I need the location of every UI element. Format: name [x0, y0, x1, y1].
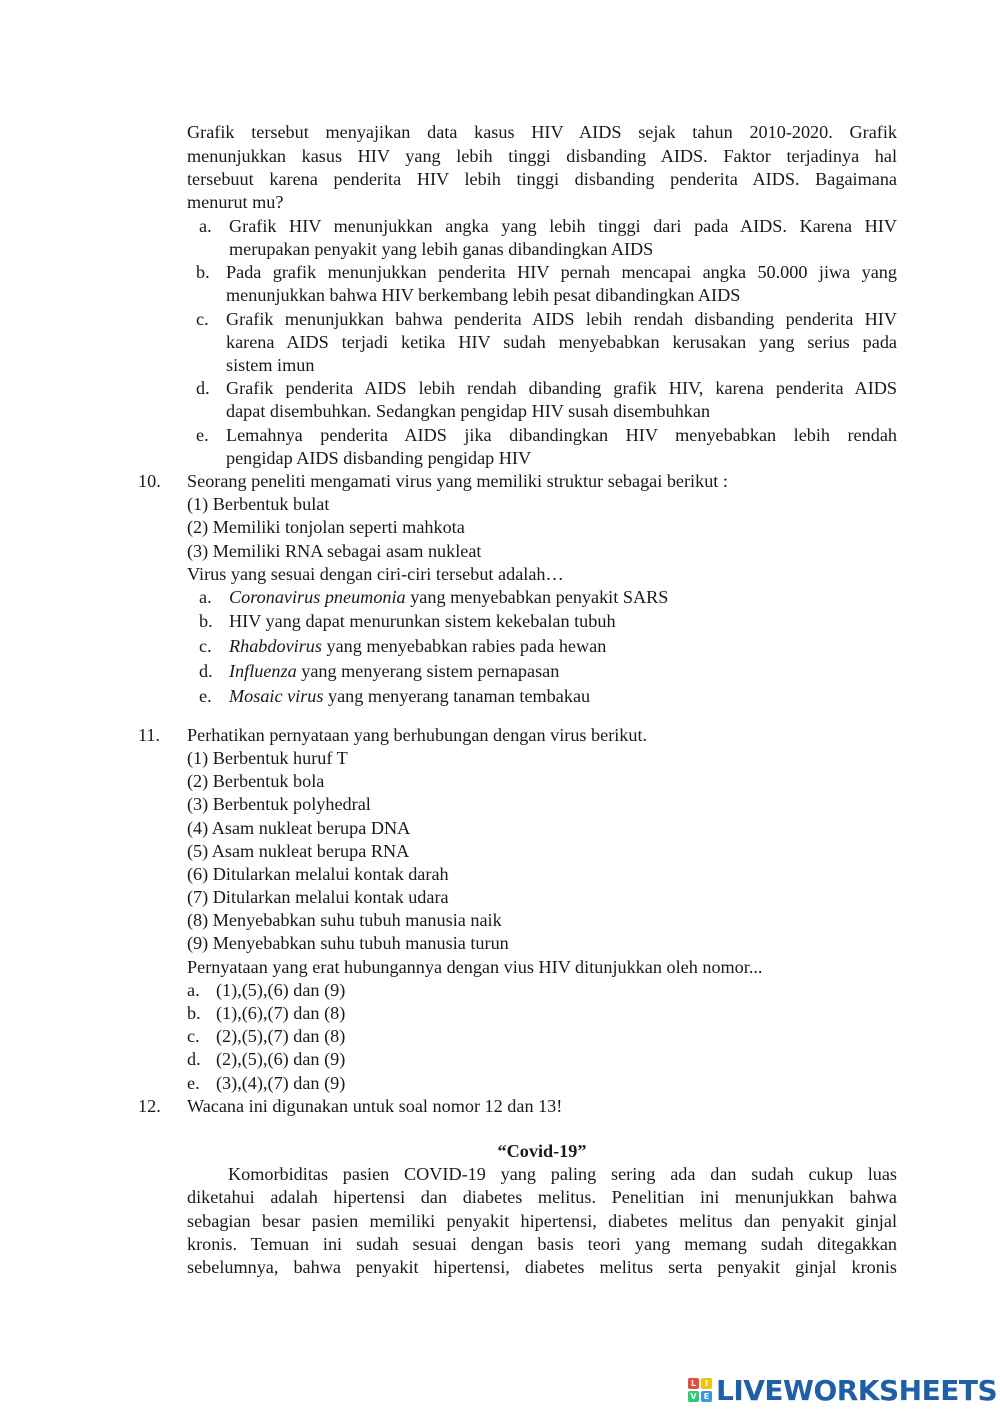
statement-item: (4) Asam nukleat berupa DNA [187, 818, 411, 838]
logo-cell-l: L [688, 1378, 699, 1389]
option-label: b. [199, 611, 213, 631]
question-prompt: Pernyataan yang erat hubungannya dengan vius HIV ditunjukkan oleh nomor... [187, 957, 763, 977]
question-stem: Seorang peneliti mengamati virus yang memiliki struktur sebagai berikut : [187, 471, 728, 491]
option-text: (1),(5),(6) dan (9) [216, 980, 346, 1000]
intro-line-2: menunjukkan kasus HIV yang lebih tinggi disbanding AIDS. Faktor terjadinya hal [187, 146, 897, 166]
question-number: 11. [138, 725, 161, 745]
statement-item: (3) Berbentuk polyhedral [187, 794, 371, 814]
question-prompt: Virus yang sesuai dengan ciri-ciri tersebut adalah… [187, 564, 564, 584]
option-label: a. [199, 587, 212, 607]
intro-line-1: Grafik tersebut menyajikan data kasus HIV AIDS sejak tahun 2010-2020. Grafik [187, 122, 897, 142]
option-text: HIV yang dapat menurunkan sistem kekebalan tubuh [229, 611, 616, 631]
liveworksheets-logo [688, 1373, 997, 1407]
logo-cell-e: E [701, 1391, 712, 1402]
intro-line-4: menurut mu? [187, 192, 284, 212]
passage-line: Komorbiditas pasien COVID-19 yang paling sering ada dan sudah cukup luas [228, 1164, 897, 1184]
option-text: Coronavirus pneumonia yang menyebabkan penyakit SARS [229, 587, 669, 607]
intro-line-3: tersebuut karena penderita HIV lebih tinggi disbanding penderita AIDS. Bagaimana [187, 169, 897, 189]
question-number: 12. [138, 1096, 161, 1116]
statement-item: (2) Memiliki tonjolan seperti mahkota [187, 517, 465, 537]
option-text: Lemahnya penderita AIDS jika dibandingkan HIV menyebabkan lebih rendah [226, 425, 897, 445]
option-label: a. [187, 980, 200, 1000]
logo-cell-i: I [701, 1378, 712, 1389]
option-label: b. [187, 1003, 201, 1023]
option-text: sistem imun [226, 355, 315, 375]
option-text: Pada grafik menunjukkan penderita HIV pernah mencapai angka 50.000 jiwa yang [226, 262, 897, 282]
option-text: dapat disembuhkan. Sedangkan pengidap HIV susah disembuhkan [226, 401, 711, 421]
option-text: (2),(5),(7) dan (8) [216, 1026, 346, 1046]
passage-line: sebelumnya, bahwa penyakit hipertensi, diabetes melitus serta penyakit ginjal kronis [187, 1257, 897, 1277]
option-text: Grafik menunjukkan bahwa penderita AIDS lebih rendah disbanding penderita HIV [226, 309, 897, 329]
statement-item: (8) Menyebabkan suhu tubuh manusia naik [187, 910, 502, 930]
statement-item: (9) Menyebabkan suhu tubuh manusia turun [187, 933, 509, 953]
statement-item: (2) Berbentuk bola [187, 771, 325, 791]
option-label: d. [187, 1049, 201, 1069]
option-text: (3),(4),(7) dan (9) [216, 1073, 346, 1093]
option-text: (1),(6),(7) dan (8) [216, 1003, 346, 1023]
question-number: 10. [138, 471, 161, 491]
logo-wordmark: LIVEWORKSHEETS [716, 1373, 998, 1407]
option-label: e. [196, 425, 209, 445]
statement-item: (1) Berbentuk huruf T [187, 748, 348, 768]
option-label: c. [187, 1026, 200, 1046]
option-label: c. [199, 636, 212, 656]
option-label: a. [199, 216, 212, 236]
option-text: Grafik penderita AIDS lebih rendah dibanding grafik HIV, karena penderita AIDS [226, 378, 897, 398]
option-text: Rhabdovirus yang menyebabkan rabies pada hewan [229, 636, 607, 656]
option-text: karena AIDS terjadi ketika HIV sudah menyebabkan kerusakan yang serius pada [226, 332, 897, 352]
question-stem: Wacana ini digunakan untuk soal nomor 12 dan 13! [187, 1096, 563, 1116]
statement-item: (6) Ditularkan melalui kontak darah [187, 864, 449, 884]
logo-cell-v: V [688, 1391, 699, 1402]
passage-title: “Covid-19” [497, 1141, 587, 1161]
option-text: Mosaic virus yang menyerang tanaman tembakau [229, 686, 591, 706]
option-label: d. [199, 661, 213, 681]
option-label: c. [196, 309, 209, 329]
statement-item: (7) Ditularkan melalui kontak udara [187, 887, 449, 907]
logo-grid-icon [688, 1378, 712, 1402]
option-label: d. [196, 378, 210, 398]
option-text: pengidap AIDS disbanding pengidap HIV [226, 448, 532, 468]
statement-item: (5) Asam nukleat berupa RNA [187, 841, 410, 861]
option-text: (2),(5),(6) dan (9) [216, 1049, 346, 1069]
statement-item: (1) Berbentuk bulat [187, 494, 330, 514]
option-label: b. [196, 262, 210, 282]
passage-line: kronis. Temuan ini sudah sesuai dengan basis teori yang memang sudah ditegakkan [187, 1234, 897, 1254]
option-text: Influenza yang menyerang sistem pernapasan [229, 661, 560, 681]
question-stem: Perhatikan pernyataan yang berhubungan dengan virus berikut. [187, 725, 648, 745]
passage-line: diketahui adalah hipertensi dan diabetes melitus. Penelitian ini menunjukkan bahwa [187, 1187, 897, 1207]
passage-line: sebagian besar pasien memiliki penyakit hipertensi, diabetes melitus dan penyakit ginjal [187, 1211, 897, 1231]
option-label: e. [187, 1073, 200, 1093]
statement-item: (3) Memiliki RNA sebagai asam nukleat [187, 541, 482, 561]
option-label: e. [199, 686, 212, 706]
option-text: menunjukkan bahwa HIV berkembang lebih pesat dibandingkan AIDS [226, 285, 741, 305]
option-text: Grafik HIV menunjukkan angka yang lebih tinggi dari pada AIDS. Karena HIV [229, 216, 897, 236]
option-text: merupakan penyakit yang lebih ganas dibandingkan AIDS [229, 239, 654, 259]
